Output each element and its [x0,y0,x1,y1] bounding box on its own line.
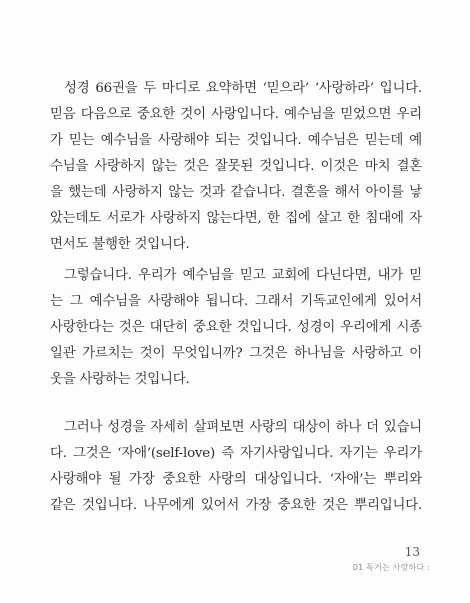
paragraph-1-line-2: 믿음 다음으로 중요한 것이 사랑입니다. 예수님을 믿었으면 우리 [50,107,422,122]
page-number: 13 [404,545,420,559]
paragraph-1-line-6: 았는데도 서로가 사랑하지 않는다면, 한 집에 살고 한 침대에 자 [50,211,422,226]
paragraph-1-line-4: 수님을 사랑하지 않는 것은 잘못된 것입니다. 이것은 마치 결혼 [50,159,422,174]
paragraph-2-line-1: 그렇습니다. 우리가 예수님을 믿고 교회에 다닌다면, 내가 믿 [64,268,422,283]
running-footer-title: 01 독거는 사랑하다 : [352,563,430,572]
paragraph-1-line-1: 성경 66권을 두 마디로 요약하면 ‘믿으라’ ‘사랑하라’ 입니다. [64,81,422,96]
paragraph-1-line-7: 면서도 불행한 것입니다. [50,237,190,252]
paragraph-2-line-3: 사랑한다는 것은 대단히 중요한 것입니다. 성경이 우리에게 시종 [50,320,422,335]
paragraph-1-line-5: 을 했는데 사랑하지 않는 것과 같습니다. 결혼을 해서 아이를 낳 [50,185,422,200]
paragraph-1-line-3: 가 믿는 예수님을 사랑해야 되는 것입니다. 예수님은 믿는데 예 [50,133,422,148]
paragraph-3-line-2: 다. 그것은 ‘자애’(self-love) 즉 자기사랑입니다. 자기는 우리가 [50,446,422,461]
paragraph-2-line-2: 는 그 예수님을 사랑해야 됩니다. 그래서 기독교인에게 있어서 [50,294,422,309]
paragraph-3-line-4: 같은 것입니다. 나무에게 있어서 가장 중요한 것은 뿌리입니다. [50,498,422,513]
paragraph-3-line-3: 사랑해야 될 가장 중요한 사랑의 대상입니다. ‘자애’는 뿌리와 [50,472,422,487]
paragraph-2-line-4: 일관 가르치는 것이 무엇입니까? 그것은 하나님을 사랑하고 이 [50,346,422,361]
paragraph-3-line-1: 그러나 성경을 자세히 살펴보면 사랑의 대상이 하나 더 있습니 [64,420,422,435]
paragraph-2-line-5: 웃을 사랑하는 것입니다. [50,372,190,387]
